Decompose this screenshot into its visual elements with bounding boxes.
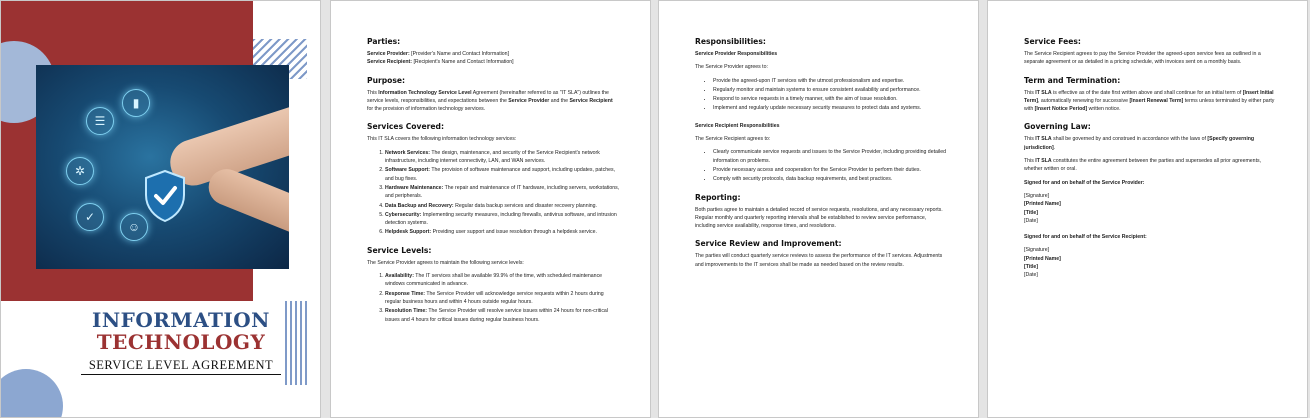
list-item: • Clearly communicate service requests and issues to the Service Provider, including providing detailed information on problems. (713, 148, 948, 165)
list-item: • Respond to service requests in a timely manner, with the aim of issue resolution. (713, 95, 948, 103)
paragraph: The Service Provider agrees to maintain the following service levels: (367, 259, 524, 266)
paragraph: Both parties agree to maintain a detailed record of service requests, resolutions, and any necessary reports. Regular monthly and quarterly reporting intervals shall be established to review service performance, including service availability, response times, and resolutions. (695, 206, 943, 230)
paragraph: This IT SLA constitutes the entire agreement between the parties and supersedes all prior agreements, whether written or oral. (1024, 158, 1262, 173)
page-3 (658, 0, 979, 418)
list-item: 2. Software Support: The provision of software maintenance and support, including updates, patches, and bug fixes. (385, 166, 620, 183)
page-4 (987, 0, 1308, 418)
list-item: 4. Data Backup and Recovery: Regular data backup services and disaster recovery planning. (385, 202, 620, 210)
signature-block-provider (1024, 192, 1277, 225)
section-heading: Reporting: (695, 192, 741, 202)
paragraph: This Information Technology Service Level Agreement (hereinafter referred to as "IT SLA") outlines the service levels, responsibilities, and expectations between the Service Provider and the Service Recipient for the provision of information technology services. (367, 89, 613, 113)
list-item: 3. Hardware Maintenance: The repair and maintenance of IT hardware, including servers, workstations, and peripherals. (385, 184, 620, 201)
signature-heading: Signed for and on behalf of the Service Recipient: (1024, 234, 1147, 241)
services-list (367, 149, 620, 237)
paragraph: This IT SLA shall be governed by and construed in accordance with the laws of [Specify governing jurisdiction]. (1024, 136, 1255, 151)
list-item: 5. Cybersecurity: Implementing security measures, including firewalls, antivirus software, and intrusion detection systems. (385, 211, 620, 228)
date-line: [Date] (1024, 217, 1038, 224)
paragraph: The Service Recipient agrees to: (695, 136, 771, 143)
section-heading: Service Review and Improvement: (695, 239, 842, 249)
page-2 (330, 0, 651, 418)
sub-heading: Service Provider Responsibilities (695, 51, 778, 57)
section-heading: Term and Termination: (1024, 75, 1121, 85)
list-item: • Implement and regularly update necessary security measures to protect data and systems. (713, 104, 948, 112)
paragraph: This IT SLA is effective as of the date first written above and shall continue for an initial term of [Insert Initial Term], automatically renewing for successive [Insert Renewal Term] terms unless terminated by either party with [Insert Notice Period] written notice. (1024, 89, 1275, 113)
section-heading: Services Covered: (367, 122, 444, 132)
paragraph: The Service Provider agrees to: (695, 64, 768, 71)
section-heading: Responsibilities: (695, 37, 766, 46)
checkmark-icon: ✓ (76, 203, 104, 231)
signature-heading: Signed for and on behalf of the Service Provider: (1024, 179, 1145, 186)
provider-list (695, 77, 948, 113)
cover-title-line1: INFORMATION (92, 308, 270, 332)
party-recipient: Service Recipient: [Recipient's Name and Contact Information] (367, 59, 514, 66)
list-item: • Provide necessary access and cooperation for the Service Provider to perform their duties. (713, 166, 948, 174)
party-provider: Service Provider: [Provider's Name and Contact Information] (367, 51, 510, 57)
section-heading: Purpose: (367, 75, 406, 85)
people-icon: ☺ (120, 213, 148, 241)
paragraph: The parties will conduct quarterly service reviews to assess the performance of the IT services. Adjustments and improvements to the IT services shall be made as needed based on the review results. (695, 253, 943, 268)
cover-page (0, 0, 321, 418)
list-item: 1. Availability: The IT services shall be available 99.9% of the time, with scheduled maintenance windows communicated in advance. (385, 272, 620, 289)
levels-list (367, 272, 620, 324)
list-item: 1. Network Services: The design, maintenance, and security of the Service Recipient's network infrastructure, including internet connectivity, LAN, and WAN services. (385, 149, 620, 166)
list-item: 6. Helpdesk Support: Providing user support and issue resolution through a helpdesk service. (385, 228, 620, 236)
title-line: [Title] (1024, 264, 1039, 271)
list-item: 2. Response Time: The Service Provider will acknowledge service requests within 2 hours during regular business hours and within 4 hours outside regular hours. (385, 290, 620, 307)
date-line: [Date] (1024, 272, 1038, 279)
printed-name: [Printed Name] (1024, 255, 1061, 262)
cover-photo (36, 65, 289, 269)
checklist-icon: ☰ (86, 107, 114, 135)
printed-name: [Printed Name] (1024, 201, 1061, 208)
cover-title-line2: TECHNOLOGY (96, 330, 266, 354)
paragraph: The Service Recipient agrees to pay the Service Provider the agreed-upon service fees as outlined in a separate agreement or as detailed in a pricing schedule, with invoices sent on a monthly basis. (1024, 51, 1261, 66)
chart-icon: ▮ (122, 89, 150, 117)
list-item: • Provide the agreed-upon IT services with the utmost professionalism and expertise. (713, 77, 948, 85)
paragraph: This IT SLA covers the following information technology services: (367, 136, 517, 143)
arm (203, 164, 289, 239)
list-item: • Comply with security protocols, data backup requirements, and best practices. (713, 175, 948, 183)
vertical-stripes (285, 301, 307, 385)
recipient-list (695, 148, 948, 183)
signature-block-recipient (1024, 246, 1277, 279)
network-icon: ✲ (66, 157, 94, 185)
shield-check-icon (142, 169, 188, 223)
signature-line: [Signature] (1024, 247, 1050, 254)
list-item: 3. Resolution Time: The Service Provider will resolve service issues within 24 hours for non-critical issues and 4 hours for critical issues during regular business hours. (385, 307, 620, 324)
section-heading: Service Fees: (1024, 37, 1081, 46)
section-heading: Parties: (367, 37, 401, 46)
list-item: • Regularly monitor and maintain systems to ensure consistent availability and performance. (713, 86, 948, 94)
section-heading: Service Levels: (367, 245, 432, 255)
section-heading: Governing Law: (1024, 122, 1091, 132)
cover-subtitle: SERVICE LEVEL AGREEMENT (81, 357, 281, 375)
title-line: [Title] (1024, 209, 1039, 216)
sub-heading: Service Recipient Responsibilities (695, 122, 780, 129)
decorative-circle (0, 369, 63, 418)
signature-line: [Signature] (1024, 192, 1050, 199)
